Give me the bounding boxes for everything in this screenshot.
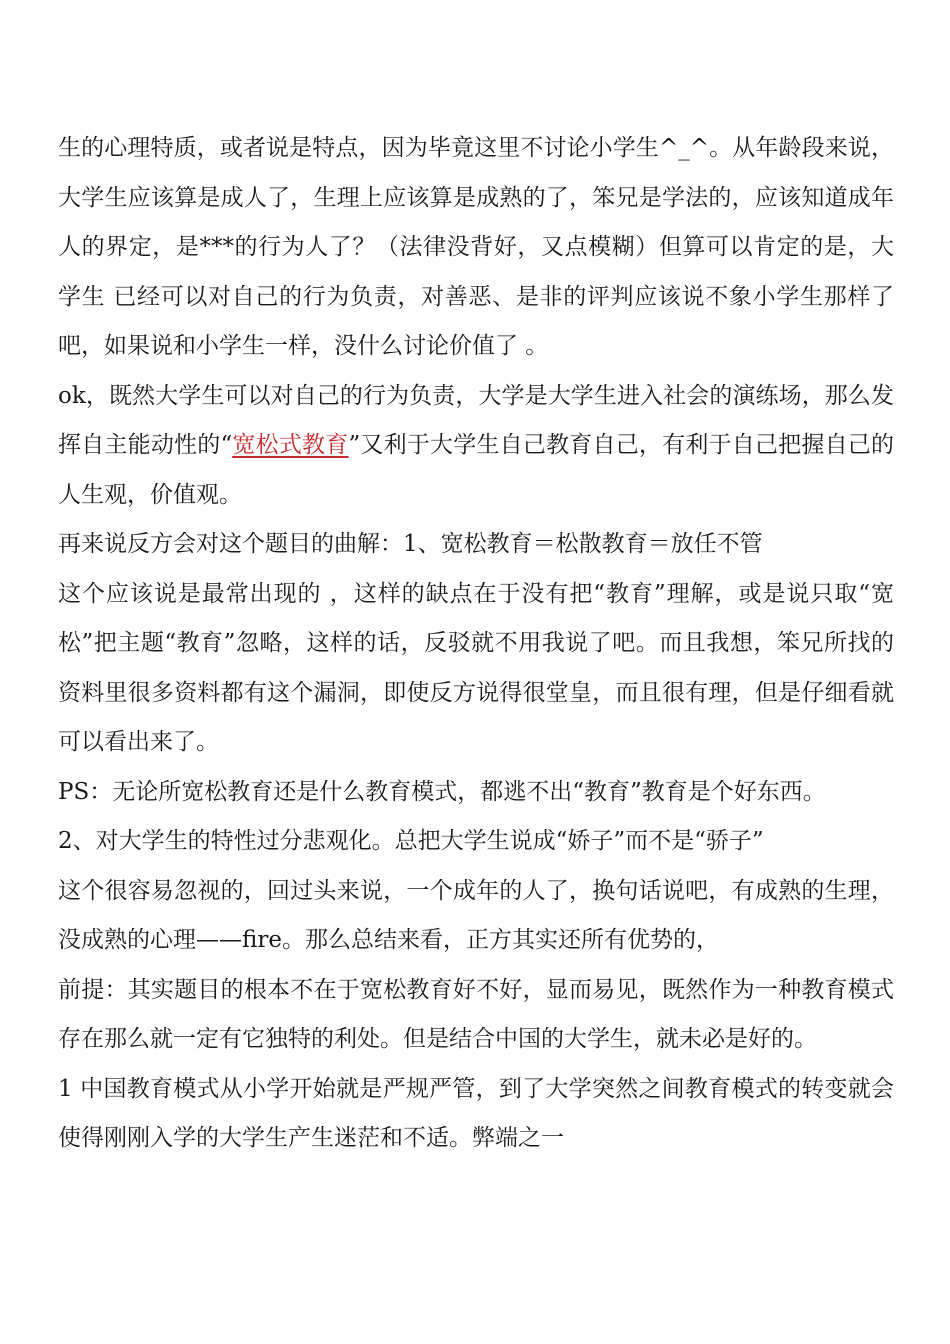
document-page	[58, 124, 894, 1164]
loose-education-link[interactable]: 宽松式教育	[232, 432, 349, 458]
paragraph-5: PS：无论所宽松教育还是什么教育模式，都逃不出“教育”教育是个好东西。	[58, 778, 826, 805]
paragraph-7: 这个很容易忽视的，回过头来说，一个成年的人了，换句话说吧，有成熟的生理，没成熟的心理——fire。那么总结来看，正方其实还所有优势的，	[58, 877, 894, 953]
paragraph-4: 这个应该说是最常出现的 ，这样的缺点在于没有把“教育”理解，或是说只取“宽松”把主题“教育”忽略，这样的话，反驳就不用我说了吧。而且我想，笨兄所找的资料里很多资料都有这个漏洞，即使反方说得很堂皇，而且很有理，但是仔细看就可以看出来了。	[58, 580, 894, 755]
paragraph-2-after: ”又利于大学生自己教育自己，有利于自己把握自己的人生观，价值观。	[58, 432, 894, 508]
paragraph-2	[58, 372, 894, 521]
paragraph-9: 1 中国教育模式从小学开始就是严规严管，到了大学突然之间教育模式的转变就会使得刚刚入学的大学生产生迷茫和不适。弊端之一	[58, 1075, 894, 1151]
paragraph-6: 2、对大学生的特性过分悲观化。总把大学生说成“娇子”而不是“骄子”	[58, 828, 764, 854]
paragraph-3: 再来说反方会对这个题目的曲解：1、宽松教育＝松散教育＝放任不管	[58, 531, 763, 557]
paragraph-2-before: ok，既然大学生可以对自己的行为负责，大学是大学生进入社会的演练场，那么发挥自主能动性的“	[58, 382, 894, 458]
paragraph-8: 前提：其实题目的根本不在于宽松教育好不好，显而易见，既然作为一种教育模式存在那么就一定有它独特的利处。但是结合中国的大学生，就未必是好的。	[58, 976, 894, 1052]
paragraph-1: 生的心理特质，或者说是特点，因为毕竟这里不讨论小学生^_^。从年龄段来说，大学生应该算是成人了，生理上应该算是成熟的了，笨兄是学法的，应该知道成年人的界定，是***的行为人了？（法律没背好，又点模糊）但算可以肯定的是，大学生 已经可以对自己的行为负责，对善恶、是非的评判应该说不象小学生那样了吧，如果说和小学生一样，没什么讨论价值了 。	[58, 135, 894, 359]
